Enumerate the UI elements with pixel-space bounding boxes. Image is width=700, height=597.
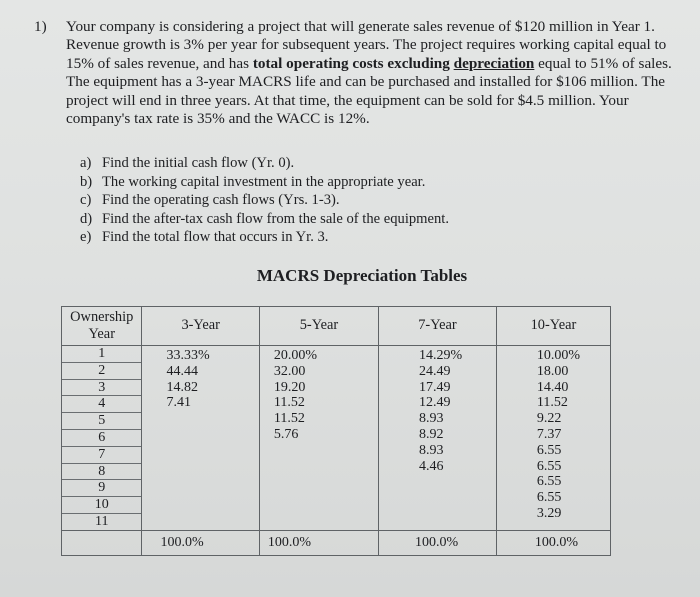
year-cell: 11 xyxy=(95,513,109,529)
five-year-value: 5.76 xyxy=(273,426,299,442)
three-year-value: 14.82 xyxy=(166,379,198,395)
five-year-value: 11.52 xyxy=(273,395,305,411)
seven-year-column xyxy=(379,346,497,531)
table-body-row xyxy=(62,346,611,531)
ten-year-value: 18.00 xyxy=(536,363,569,379)
question-text: Find the operating cash flows (Yrs. 1-3). xyxy=(102,192,340,209)
question-item xyxy=(80,191,449,210)
question-text: Find the after-tax cash flow from the sale of the equipment. xyxy=(102,210,450,227)
header-3-year: 3-Year xyxy=(142,307,259,346)
seven-year-value: 24.49 xyxy=(419,363,451,379)
problem-text-rest: equal to 51% of sales. The equipment has a 3-year MACRS life and can be purchased and installed for $106 million. The project will end in three years. At that time, the equipment can be sold for $4.5 million. Your company's tax rate is 35% and the WACC is 12%. xyxy=(66,54,672,128)
seven-year-value: 4.46 xyxy=(419,458,444,474)
year-cell: 5 xyxy=(62,413,141,430)
year-cell: 10 xyxy=(62,497,141,514)
ten-year-value: 6.55 xyxy=(536,442,562,458)
question-text: Find the initial cash flow (Yr. 0). xyxy=(102,155,295,171)
problem-bold-underlined-text: depreciation xyxy=(453,54,535,72)
five-year-value: 32.00 xyxy=(273,363,306,379)
year-cell: 8 xyxy=(62,464,141,481)
question-item xyxy=(80,210,449,229)
table-header-row xyxy=(62,307,611,346)
question-label: a) xyxy=(80,155,92,171)
three-year-value: 44.44 xyxy=(166,363,198,379)
seven-year-value: 14.29% xyxy=(419,348,463,363)
year-cell: 9 xyxy=(62,480,141,497)
question-item xyxy=(80,228,449,247)
ten-year-value: 3.29 xyxy=(536,505,562,521)
table-title-text: MACRS Depreciation Tables xyxy=(256,266,468,285)
total-10-year: 100.0% xyxy=(496,530,610,555)
table-total-row xyxy=(62,530,611,555)
problem-number: 1) xyxy=(34,18,47,35)
year-cell: 2 xyxy=(62,363,141,380)
header-10-year: 10-Year xyxy=(496,307,610,346)
year-cell: 7 xyxy=(62,447,141,464)
seven-year-value: 8.92 xyxy=(419,426,444,442)
header-ownership-line2: Year xyxy=(88,326,115,342)
question-label: b) xyxy=(80,173,93,190)
year-column xyxy=(62,346,142,531)
five-year-value: 11.52 xyxy=(273,411,305,427)
seven-year-value: 8.93 xyxy=(419,411,444,427)
ten-year-column xyxy=(496,346,610,531)
question-label: d) xyxy=(80,210,93,227)
five-year-column xyxy=(259,346,378,531)
ten-year-value: 7.37 xyxy=(536,426,562,442)
total-blank-cell xyxy=(62,530,142,555)
question-item xyxy=(80,173,449,192)
macrs-table xyxy=(61,306,611,556)
header-ownership-year xyxy=(62,307,142,346)
question-text: Find the total flow that occurs in Yr. 3. xyxy=(102,229,329,246)
header-ownership-line1: Ownership xyxy=(70,309,134,325)
problem-statement xyxy=(34,18,684,128)
problem-paragraph xyxy=(66,18,684,128)
three-year-value: 7.41 xyxy=(166,395,191,411)
question-list xyxy=(80,154,449,247)
table-title xyxy=(0,266,700,286)
problem-bold-text: total operating costs excluding xyxy=(252,54,450,72)
ten-year-value: 6.55 xyxy=(536,474,562,490)
header-7-year: 7-Year xyxy=(379,307,497,346)
ten-year-value: 14.40 xyxy=(536,379,569,395)
problem-text-intro: Your company is considering a project that will generate sales revenue of $120 million in Year 1. Revenue growth is 3% per year for subsequent years. The project requires working capital equal to 15% of sales revenue, and has xyxy=(66,18,667,72)
question-label: e) xyxy=(80,229,92,246)
ten-year-value: 6.55 xyxy=(536,490,562,506)
question-item xyxy=(80,154,449,173)
three-year-value: 33.33% xyxy=(166,348,210,363)
five-year-value: 19.20 xyxy=(273,379,306,395)
seven-year-value: 8.93 xyxy=(419,442,444,458)
total-3-year: 100.0% xyxy=(142,530,259,555)
total-7-year: 100.0% xyxy=(379,530,497,555)
header-5-year: 5-Year xyxy=(259,307,378,346)
three-year-column xyxy=(142,346,259,531)
question-label: c) xyxy=(80,192,92,209)
ten-year-value: 10.00% xyxy=(536,348,581,363)
year-cell: 1 xyxy=(62,346,141,363)
year-cell: 4 xyxy=(62,396,141,413)
seven-year-value: 12.49 xyxy=(419,395,451,411)
year-cell: 6 xyxy=(62,430,141,447)
question-text: The working capital investment in the appropriate year. xyxy=(102,173,426,190)
total-5-year: 100.0% xyxy=(259,530,378,555)
ten-year-value: 9.22 xyxy=(536,411,562,427)
five-year-value: 20.00% xyxy=(273,348,318,363)
ten-year-value: 11.52 xyxy=(536,395,568,411)
seven-year-value: 17.49 xyxy=(419,379,451,395)
year-cell: 3 xyxy=(62,380,141,397)
ten-year-value: 6.55 xyxy=(536,458,562,474)
